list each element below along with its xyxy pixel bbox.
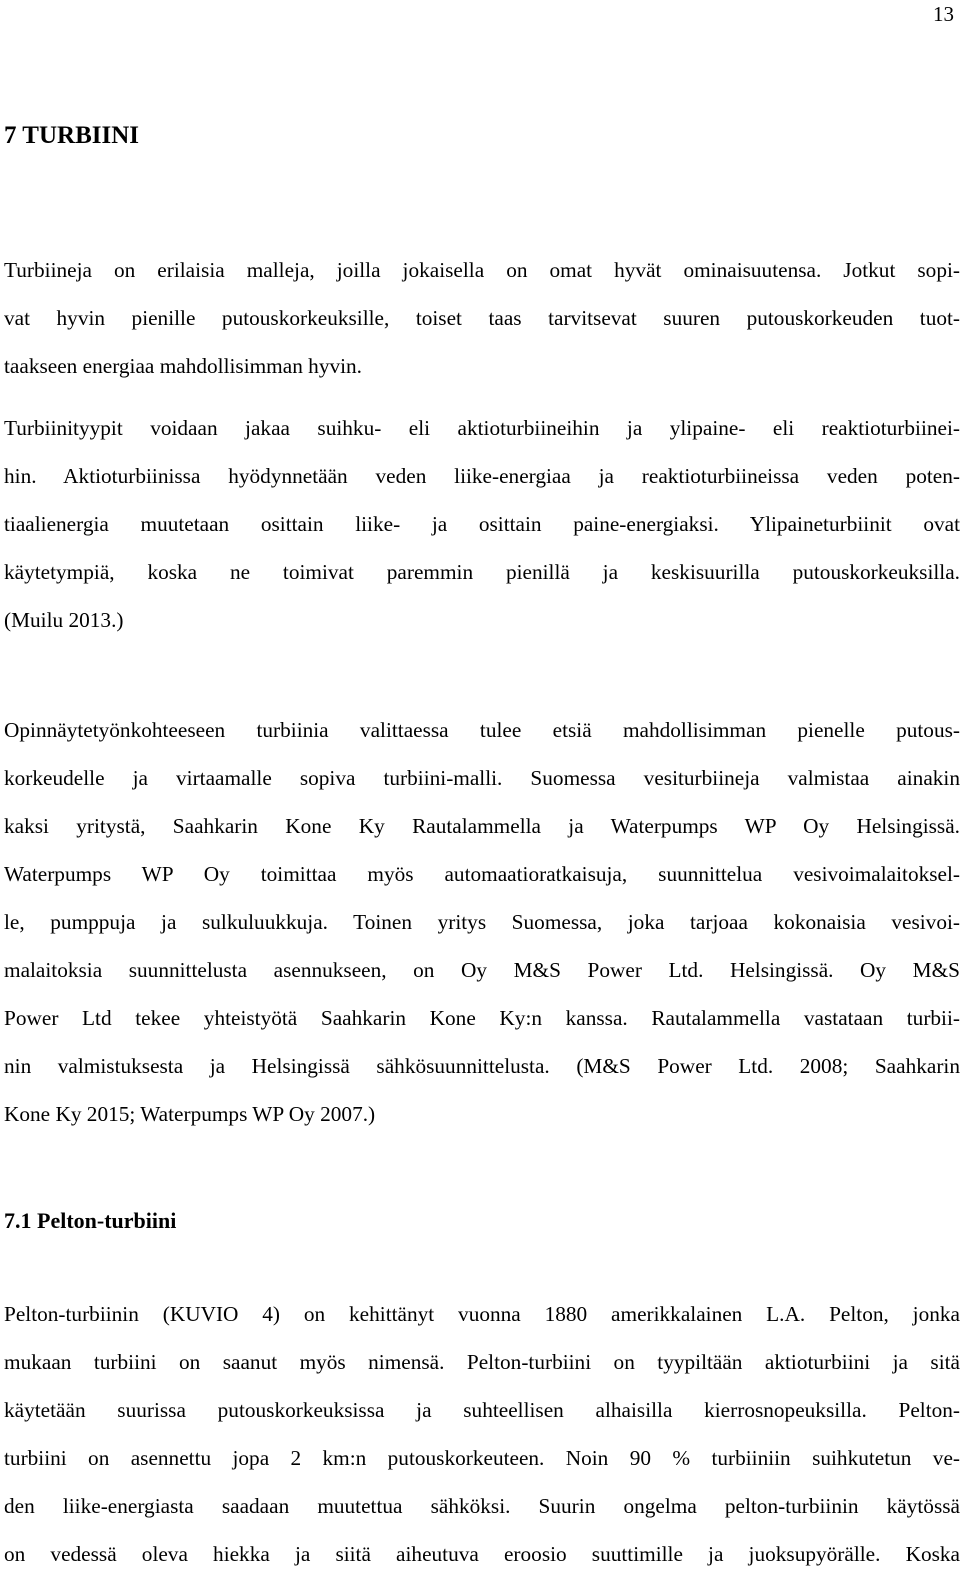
text-line: Power Ltd tekee yhteistyötä Saahkarin Kone Ky:n kanssa. Rautalammella vastataan turbii- [4, 1006, 960, 1030]
paragraph-intro [4, 246, 960, 390]
text-line: käytetään suurissa putouskorkeuksissa ja suhteellisen alhaisilla kierrosnopeuksilla. Pelton- [4, 1398, 960, 1422]
text-line: tiaalienergia muutetaan osittain liike- ja osittain paine-energiaksi. Ylipaineturbiinit ovat [4, 512, 960, 536]
text-line: den liike-energiasta saadaan muutettua sähköksi. Suurin ongelma pelton-turbiinin käytössä [4, 1494, 960, 1518]
text-line: Turbiineja on erilaisia malleja, joilla jokaisella on omat hyvät ominaisuutensa. Jotkut sopi- [4, 258, 960, 282]
text-line: malaitoksia suunnittelusta asennukseen, on Oy M&S Power Ltd. Helsingissä. Oy M&S [4, 958, 960, 982]
text-line: korkeudelle ja virtaamalle sopiva turbiini-malli. Suomessa vesiturbiineja valmistaa ainakin [4, 766, 960, 790]
text-line: (Muilu 2013.) [4, 608, 124, 632]
text-line: Waterpumps WP Oy toimittaa myös automaatioratkaisuja, suunnittelua vesivoimalaitoksel- [4, 862, 960, 886]
text-line: turbiini on asennettu jopa 2 km:n putouskorkeuteen. Noin 90 % turbiiniin suihkutetun ve- [4, 1446, 960, 1470]
text-line: mukaan turbiini on saanut myös nimensä. Pelton-turbiini on tyypiltään aktioturbiini ja sitä [4, 1350, 960, 1374]
text-line: Kone Ky 2015; Waterpumps WP Oy 2007.) [4, 1102, 376, 1126]
text-line: nin valmistuksesta ja Helsingissä sähkösuunnittelusta. (M&S Power Ltd. 2008; Saahkarin [4, 1054, 960, 1078]
text-line: kaksi yritystä, Saahkarin Kone Ky Rautalammella ja Waterpumps WP Oy Helsingissä. [4, 814, 960, 838]
section-heading: 7.1 Pelton-turbiini [4, 1208, 177, 1233]
page-number: 13 [933, 2, 954, 26]
text-line: on vedessä oleva hiekka ja siitä aiheutuva eroosio suuttimille ja juoksupyörälle. Koska [4, 1542, 960, 1566]
chapter-heading: 7 TURBIINI [4, 122, 139, 149]
paragraph-pelton [4, 1290, 960, 1578]
text-line: hin. Aktioturbiinissa hyödynnetään veden liike-energiaa ja reaktioturbiineissa veden poten- [4, 464, 960, 488]
text-line: Turbiinityypit voidaan jakaa suihku- eli aktioturbiineihin ja ylipaine- eli reaktioturbiinei- [4, 416, 960, 440]
paragraph-turbine-types [4, 404, 960, 644]
paragraph-manufacturers [4, 706, 960, 1138]
text-line: Pelton-turbiinin (KUVIO 4) on kehittänyt vuonna 1880 amerikkalainen L.A. Pelton, jonka [4, 1302, 960, 1326]
text-line: vat hyvin pienille putouskorkeuksille, toiset taas tarvitsevat suuren putouskorkeuden tuot- [4, 306, 960, 330]
text-line: käytetympiä, koska ne toimivat paremmin pienillä ja keskisuurilla putouskorkeuksilla. [4, 560, 960, 584]
text-line: le, pumppuja ja sulkuluukkuja. Toinen yritys Suomessa, joka tarjoaa kokonaisia vesivoi- [4, 910, 960, 934]
text-line: taakseen energiaa mahdollisimman hyvin. [4, 354, 363, 378]
text-line: Opinnäytetyönkohteeseen turbiinia valittaessa tulee etsiä mahdollisimman pienelle putous- [4, 718, 960, 742]
